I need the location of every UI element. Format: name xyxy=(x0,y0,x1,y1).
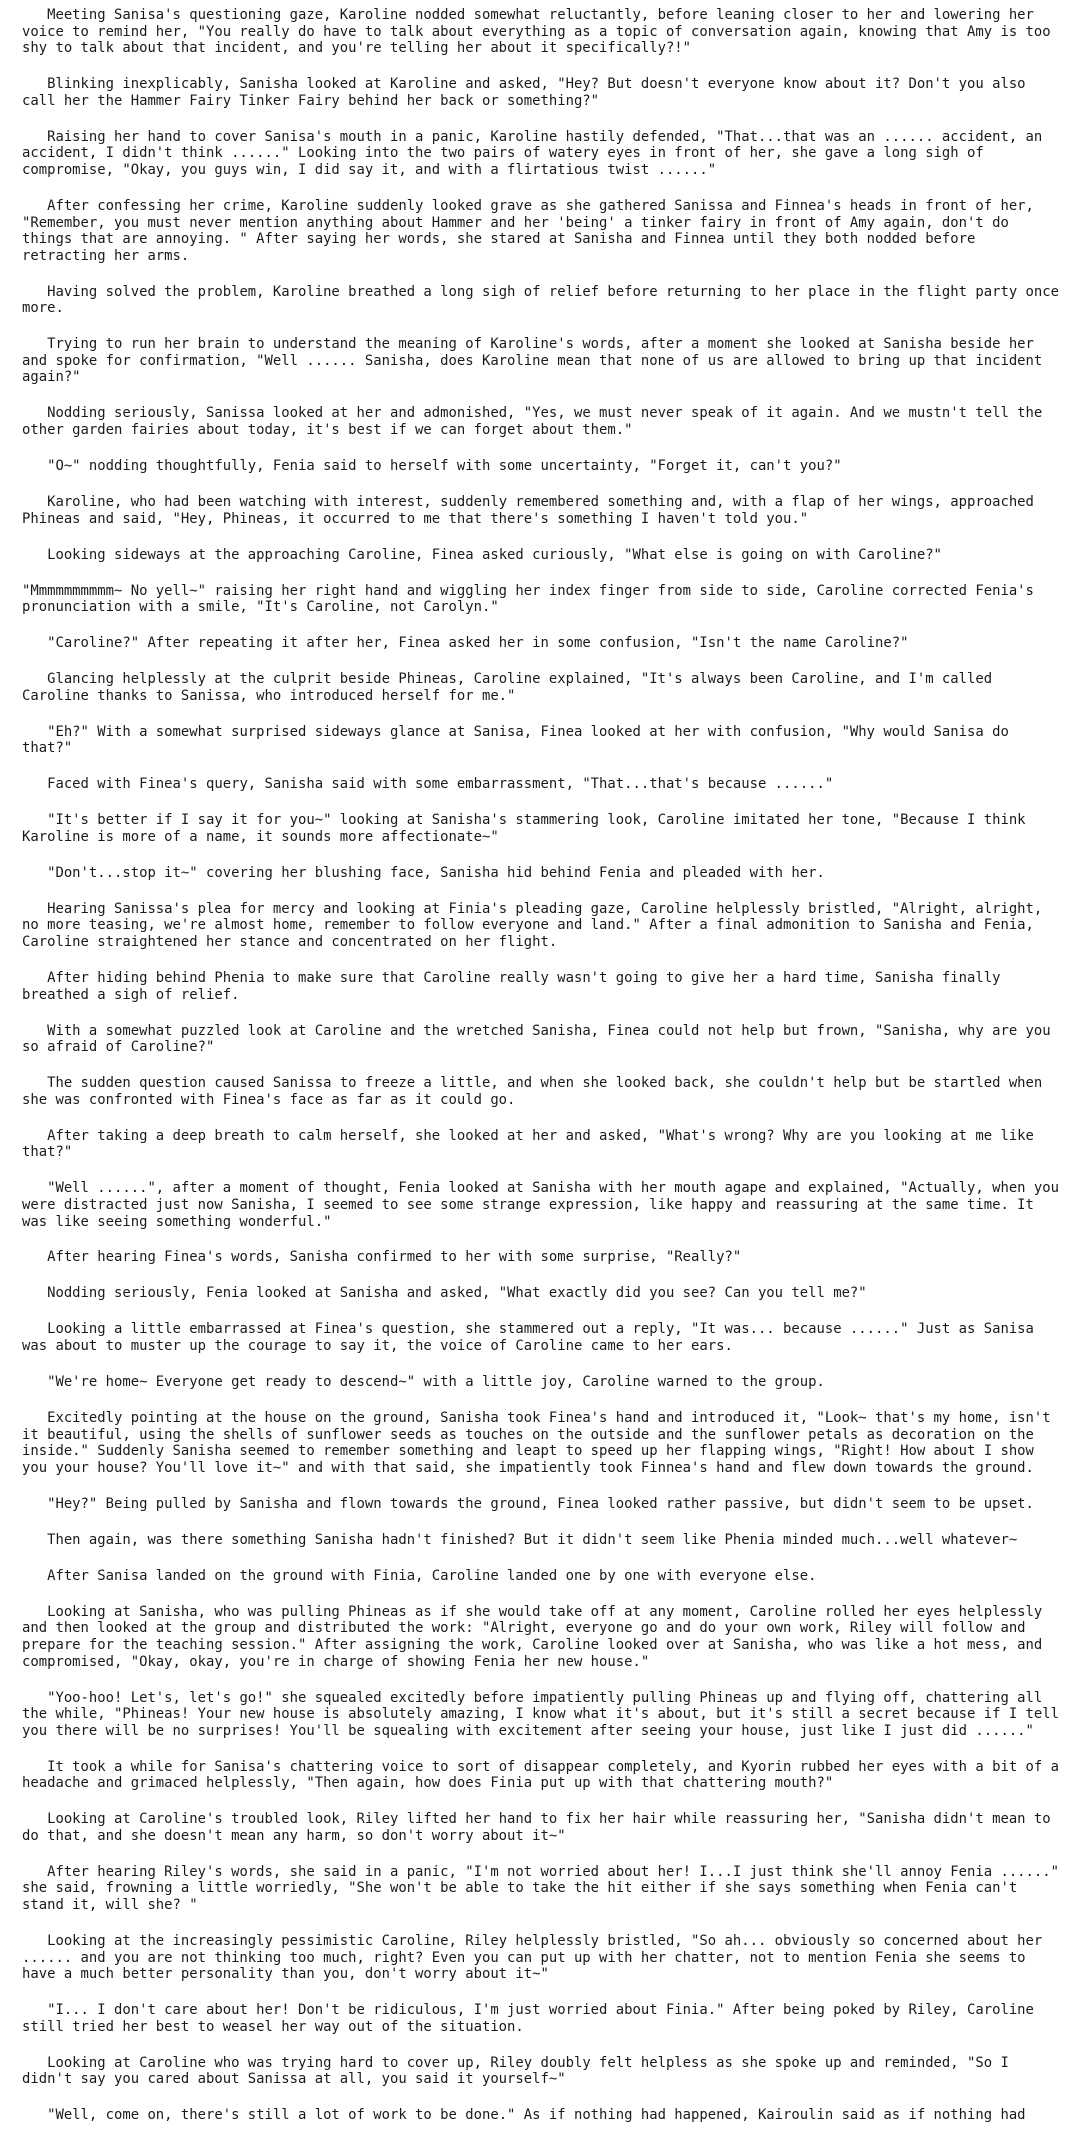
paragraph-text: Looking at Caroline who was trying hard to cover up, Riley doubly felt helpless as she spoke up and reminded, "So I didn't say you cared about Sanissa at all, you said it yourself~" xyxy=(22,2054,1018,2088)
story-paragraph xyxy=(22,458,1062,475)
story-paragraph xyxy=(22,724,1062,757)
paragraph-indent xyxy=(22,198,47,214)
paragraph-text: "Well, come on, there's still a lot of work to be done." As if nothing had happened, Kairoulin said as if nothing had xyxy=(47,2107,1026,2124)
paragraph-indent xyxy=(22,2002,47,2018)
paragraph-text: Excitedly pointing at the house on the ground, Sanisha took Finea's hand and introduced it, "Look~ that's my home, isn't it beautiful, using the shells of sunflower seeds as touches on the outside and the sunflower petals as decoration on the inside." Suddenly Sanisha seemed to remember something and leapt to speed up her flapping wings, "Right! How about I show you your house? You'll love it~" and with that said, she impatiently took Finnea's hand and flew down towards the ground. xyxy=(22,1410,1060,1476)
story-paragraph xyxy=(22,1374,1062,1391)
paragraph-text: After hearing Riley's words, she said in a panic, "I'm not worried about her! I...I just think she'll annoy Fenia ......" she said, frowning a little worriedly, "She won't be able to take the hit either if she says something when Fenia can't stand it, will she? " xyxy=(22,1863,1068,1914)
paragraph-indent xyxy=(22,812,47,828)
paragraph-indent xyxy=(22,865,47,881)
story-paragraph xyxy=(22,635,1062,652)
story-paragraph xyxy=(22,1568,1062,1585)
paragraph-indent xyxy=(22,1285,47,1301)
paragraph-indent xyxy=(22,671,47,687)
story-paragraph xyxy=(22,970,1062,1003)
story-paragraph xyxy=(22,129,1062,179)
paragraph-indent xyxy=(22,1410,47,1426)
paragraph-text: Hearing Sanissa's plea for mercy and looking at Finia's pleading gaze, Caroline helplessly bristled, "Alright, alright, no more teasing, we're almost home, remember to follow everyone and land." After a final admonition to Sanisha and Fenia, Caroline straightened her stance and concentrated on her flight. xyxy=(22,900,1051,951)
paragraph-indent xyxy=(22,336,47,352)
paragraph-text: Blinking inexplicably, Sanisha looked at Karoline and asked, "Hey? But doesn't everyone know about it? Don't you also call her the Hammer Fairy Tinker Fairy behind her back or something?" xyxy=(22,76,1034,109)
paragraph-indent xyxy=(22,405,47,421)
paragraph-text: "Caroline?" After repeating it after her, Finea asked her in some confusion, "Isn't the name Caroline?" xyxy=(47,635,909,652)
story-paragraph xyxy=(22,1321,1062,1354)
paragraph-indent xyxy=(22,1128,47,1144)
paragraph-indent xyxy=(22,284,47,300)
story-paragraph xyxy=(22,2055,1062,2088)
story-paragraph xyxy=(22,812,1062,845)
paragraph-text: "I... I don't care about her! Don't be ridiculous, I'm just worried about Finia." After being poked by Riley, Caroline still tried her best to weasel her way out of the situation. xyxy=(22,2002,1043,2035)
story-paragraph xyxy=(22,901,1062,951)
paragraph-text: "Don't...stop it~" covering her blushing face, Sanisha hid behind Fenia and pleaded with her. xyxy=(47,864,825,881)
paragraph-text: Glancing helplessly at the culprit beside Phineas, Caroline explained, "It's always been Caroline, and I'm called Caroline thanks to Sanissa, who introduced herself for me." xyxy=(22,671,1001,704)
story-paragraph xyxy=(22,1410,1062,1476)
paragraph-indent xyxy=(22,494,47,510)
story-paragraph xyxy=(22,547,1062,564)
story-paragraph xyxy=(22,1128,1062,1161)
paragraph-text: After confessing her crime, Karoline suddenly looked grave as she gathered Sanissa and Finnea's heads in front of her, "Remember, you must never mention anything about Hammer and her 'being' a tinker fairy in front of Amy again, don't do things that are annoying. " After saying her words, she stared at Sanisha and Finnea until they both nodded before retracting her arms. xyxy=(22,197,1043,264)
story-paragraph xyxy=(22,283,1068,317)
paragraph-indent xyxy=(22,635,47,651)
paragraph-text: Looking at Sanisha, who was pulling Phineas as if she would take off at any moment, Caroline rolled her eyes helplessly and then looked at the group and distributed the work: "Alright, everyone go and do your own work, Riley will follow and prepare for the teaching session." After assigning the work, Caroline looked over at Sanisha, who was like a hot mess, and compromised, "Okay, okay, you're in charge of showing Fenia her new house." xyxy=(22,1603,1051,1670)
story-paragraph xyxy=(22,583,1062,616)
paragraph-text: "Hey?" Being pulled by Sanisha and flown towards the ground, Finea looked rather passive, but didn't seem to be upset. xyxy=(47,1495,1034,1512)
story-paragraph xyxy=(22,494,1062,527)
story-paragraph xyxy=(22,2107,1062,2124)
paragraph-text: Nodding seriously, Fenia looked at Sanisha and asked, "What exactly did you see? Can you tell me?" xyxy=(47,1285,867,1302)
paragraph-text: With a somewhat puzzled look at Caroline and the wretched Sanisha, Finea could not help but frown, "Sanisha, why are you so afraid of Caroline?" xyxy=(22,1022,1060,1056)
paragraph-text: After hearing Finea's words, Sanisha confirmed to her with some surprise, "Really?" xyxy=(47,1249,742,1266)
paragraph-text: Trying to run her brain to understand the meaning of Karoline's words, after a moment she looked at Sanisha beside her and spoke for confirmation, "Well ...... Sanisha, does Karoline mean that none of us are allowed to bring up that incident again?" xyxy=(22,336,1051,386)
story-paragraph xyxy=(22,865,1062,882)
story-paragraph xyxy=(22,1811,1062,1844)
story-paragraph xyxy=(22,1532,1062,1549)
paragraph-text: Looking at the increasingly pessimistic Caroline, Riley helplessly bristled, "So ah... obviously so concerned about her ...... and you are not thinking too much, right? Even you can put up with her chatter, not to mention Fenia she seems to have a much better personality than you, don't worry about it~" xyxy=(22,1933,1051,1983)
paragraph-indent xyxy=(22,1864,47,1880)
story-paragraph xyxy=(22,1496,1062,1513)
paragraph-text: "Yoo-hoo! Let's, let's go!" she squealed excitedly before impatiently pulling Phineas up and flying off, chattering all the while, "Phineas! Your new house is absolutely amazing, I know what it's about, but it's still a secret because if I tell you there will be no surprises! You'll be squealing with excitement after seeing your house, just like I just did ......" xyxy=(22,1689,1068,1739)
paragraph-indent xyxy=(22,1690,47,1706)
paragraph-indent xyxy=(22,1321,47,1337)
paragraph-text: After Sanisa landed on the ground with Finia, Caroline landed one by one with everyone else. xyxy=(47,1567,817,1584)
paragraph-indent xyxy=(22,776,47,792)
paragraph-text: "Well ......", after a moment of thought, Fenia looked at Sanisha with her mouth agape and explained, "Actually, when you were distracted just now Sanisha, I seemed to see some strange expression, like happy and reassuring at the same time. It was like seeing something wonderful." xyxy=(22,1180,1068,1230)
story-paragraph xyxy=(22,76,1062,109)
paragraph-indent xyxy=(22,1374,47,1390)
story-paragraph xyxy=(22,671,1062,704)
paragraph-text: Looking sideways at the approaching Caroline, Finea asked curiously, "What else is going on with Caroline?" xyxy=(47,546,942,563)
story-paragraph xyxy=(22,405,1062,438)
paragraph-text: "Eh?" With a somewhat surprised sideways glance at Sanisa, Finea looked at her with confusion, "Why would Sanisa do that?" xyxy=(22,723,1018,757)
paragraph-text: Then again, was there something Sanisha hadn't finished? But it didn't seem like Phenia minded much...well whatever~ xyxy=(47,1531,1018,1548)
paragraph-indent xyxy=(22,1023,47,1039)
paragraph-text: Meeting Sanisa's questioning gaze, Karoline nodded somewhat reluctantly, before leaning closer to her and lowering her voice to remind her, "You really do have to talk about everything as a topic of conversation again, knowing that Amy is too shy to talk about that incident, and you're telling her about it specifically?!" xyxy=(22,7,1060,57)
story-paragraph xyxy=(22,1180,1068,1230)
paragraph-text: "O~" nodding thoughtfully, Fenia said to herself with some uncertainty, "Forget it, can't you?" xyxy=(47,458,842,475)
paragraph-indent xyxy=(22,1075,47,1091)
paragraph-text: It took a while for Sanisa's chattering voice to sort of disappear completely, and Kyorin rubbed her eyes with a bit of a headache and grimaced helplessly, "Then again, how does Finia put up with that chattering mouth?" xyxy=(22,1758,1068,1792)
paragraph-text: Looking at Caroline's troubled look, Riley lifted her hand to fix her hair while reassuring her, "Sanisha didn't mean to do that, and she doesn't mean any harm, so don't worry about it~" xyxy=(22,1811,1060,1844)
story-paragraph xyxy=(22,336,1062,386)
paragraph-text: Having solved the problem, Karoline breathed a long sigh of relief before returning to her place in the flight party once more. xyxy=(22,283,1068,317)
paragraph-indent xyxy=(22,2055,47,2071)
paragraph-indent xyxy=(22,1180,47,1196)
paragraph-indent xyxy=(22,1496,47,1512)
story-paragraph xyxy=(22,1075,1062,1108)
paragraph-text: Faced with Finea's query, Sanisha said with some embarrassment, "That...that's because ......" xyxy=(47,776,834,793)
story-paragraph xyxy=(22,198,1062,264)
story-paragraph xyxy=(22,1249,1062,1266)
paragraph-text: Raising her hand to cover Sanisa's mouth in a panic, Karoline hastily defended, "That...that was an ...... accident, an accident, I didn't think ......" Looking into the two pairs of watery eyes in front of her, she gave a long sigh of compromise, "Okay, you guys win, I did say it, and with a flirtatious twist ......" xyxy=(22,128,1051,178)
story-paragraph xyxy=(22,776,1062,793)
paragraph-indent xyxy=(22,1249,47,1265)
story-paragraph xyxy=(22,1758,1068,1792)
paragraph-indent xyxy=(22,547,47,563)
story-paragraph xyxy=(22,1933,1062,1983)
paragraph-text: "We're home~ Everyone get ready to descend~" with a little joy, Caroline warned to the group. xyxy=(47,1374,825,1391)
story-paragraph xyxy=(22,1023,1062,1056)
paragraph-indent xyxy=(22,901,47,917)
paragraph-indent xyxy=(22,76,47,92)
paragraph-text: After taking a deep breath to calm herself, she looked at her and asked, "What's wrong? Why are you looking at me like that?" xyxy=(22,1127,1043,1161)
paragraph-text: The sudden question caused Sanissa to freeze a little, and when she looked back, she couldn't help but be startled when she was confronted with Finea's face as far as it could go. xyxy=(22,1075,1051,1108)
story-paragraph xyxy=(22,7,1062,57)
paragraph-indent xyxy=(22,2107,47,2123)
story-paragraph xyxy=(22,2002,1062,2035)
paragraph-text: "It's better if I say it for you~" looking at Sanisha's stammering look, Caroline imitated her tone, "Because I think Karoline is more of a name, it sounds more affectionate~" xyxy=(22,812,1034,845)
paragraph-indent xyxy=(22,1759,47,1775)
story-paragraph xyxy=(22,1285,1062,1302)
paragraph-indent xyxy=(22,458,47,474)
paragraph-text: Looking a little embarrassed at Finea's question, she stammered out a reply, "It was... because ......" Just as Sanisa was about to muster up the courage to say it, the voice of Caroline came to her ears. xyxy=(22,1321,1043,1355)
paragraph-indent xyxy=(22,970,47,986)
paragraph-text: Karoline, who had been watching with interest, suddenly remembered something and, with a flap of her wings, approached Phineas and said, "Hey, Phineas, it occurred to me that there's something I haven't told you." xyxy=(22,494,1043,527)
story-paragraph xyxy=(22,1689,1068,1740)
story-paragraph xyxy=(22,1863,1068,1914)
paragraph-indent xyxy=(22,1811,47,1827)
paragraph-indent xyxy=(22,1532,47,1548)
paragraph-indent xyxy=(22,1933,47,1949)
story-text-body xyxy=(22,7,1068,2124)
paragraph-text: "Mmmmmmmmmm~ No yell~" raising her right hand and wiggling her index finger from side to side, Caroline corrected Fenia's pronunciation with a smile, "It's Caroline, not Carolyn." xyxy=(22,582,1043,616)
paragraph-text: After hiding behind Phenia to make sure that Caroline really wasn't going to give her a hard time, Sanisha finally breathed a sigh of relief. xyxy=(22,970,1009,1003)
story-paragraph xyxy=(22,1604,1062,1670)
paragraph-indent xyxy=(22,1604,47,1620)
paragraph-indent xyxy=(22,724,47,740)
paragraph-indent xyxy=(22,129,47,145)
paragraph-indent xyxy=(22,1568,47,1584)
paragraph-indent xyxy=(22,7,47,23)
paragraph-text: Nodding seriously, Sanissa looked at her and admonished, "Yes, we must never speak of it again. And we mustn't tell the other garden fairies about today, it's best if we can forget about them." xyxy=(22,405,1051,439)
